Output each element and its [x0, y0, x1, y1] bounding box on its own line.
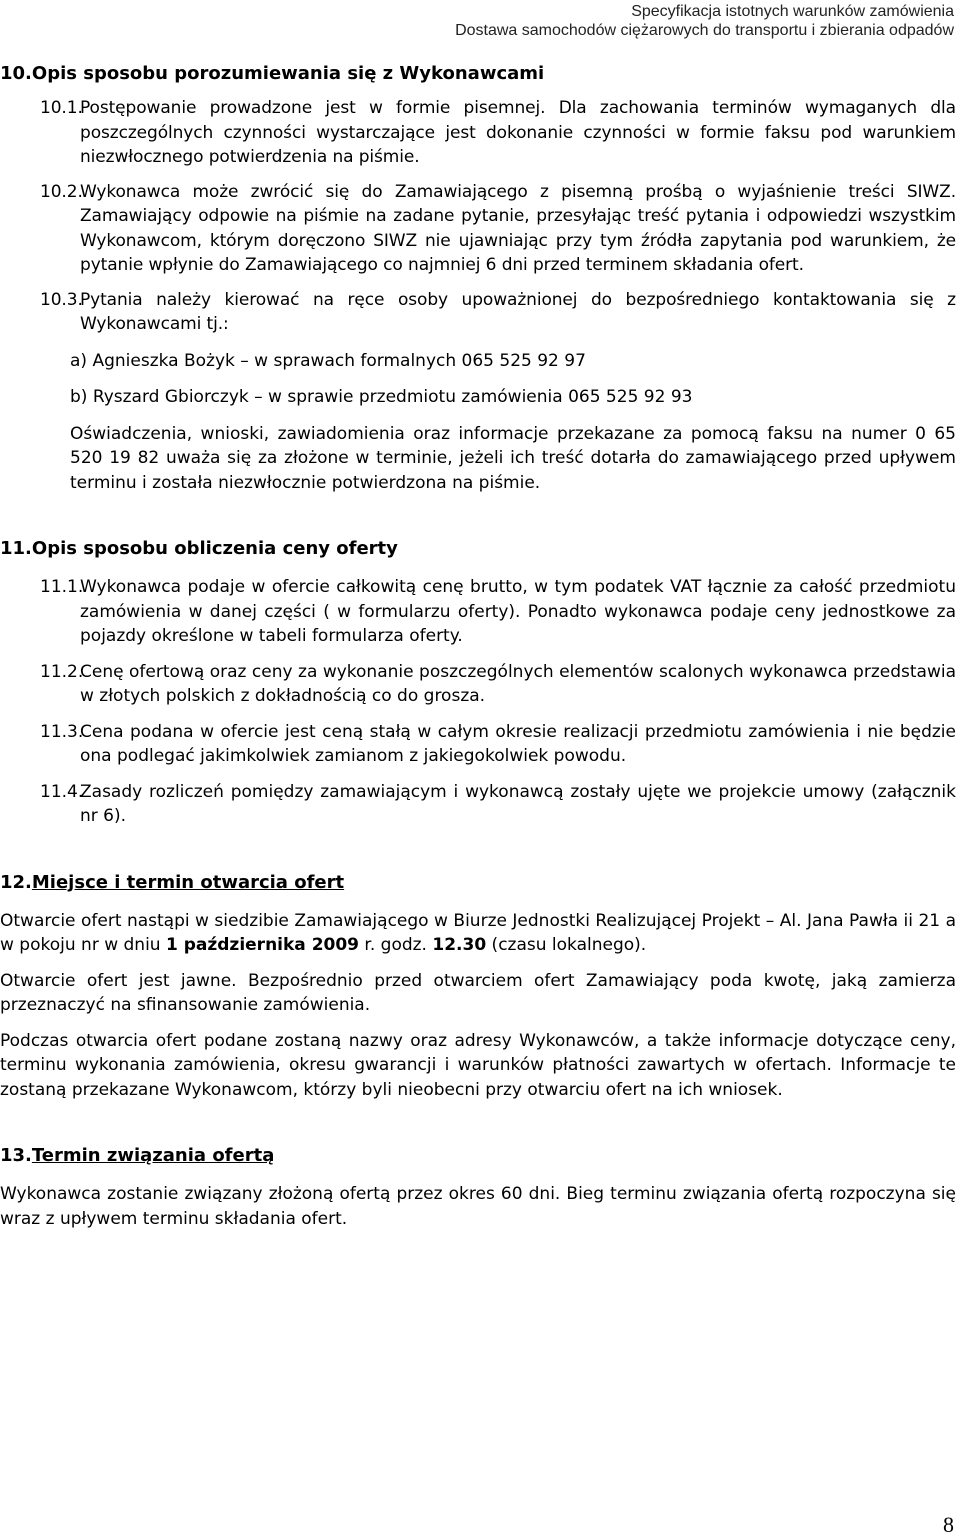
section-13-number: 13.: [0, 1145, 32, 1166]
section-13-heading: Termin związania ofertą: [31, 1145, 275, 1166]
document-header: [455, 2, 954, 40]
document-body: [0, 62, 960, 1231]
section-10-title: 10.Opis sposobu porozumiewania się z Wykonawcami: [0, 63, 545, 84]
item-11-4-text: Zasady rozliczeń pomiędzy zamawiającym i wykonawcą zostały ujęte we projekcie umowy (załącznik nr 6).: [80, 781, 956, 826]
opening-info-paragraph: Podczas otwarcia ofert podane zostaną nazwy oraz adresy Wykonawców, a także informacje dotyczące ceny, terminu wykonania zamówienia, okresu gwarancji i warunków płatności zawartych w ofertach. Informacje te zostaną przekazane Wykonawcom, którzy byli nieobecni przy otwarciu ofert na ich wniosek.: [0, 1030, 956, 1100]
item-11-1-text: Wykonawca podaje w ofercie całkowitą cenę brutto, w tym podatek VAT łącznie za całość przedmiotu zamówienia w danej części ( w formularzu oferty). Ponadto wykonawca podaje ceny jednostkowe za pojazdy określone w tabeli formularza oferty.: [80, 577, 956, 646]
contact-a: a) Agnieszka Bożyk – w sprawach formalnych 065 525 92 97: [70, 350, 586, 371]
item-10-1-number: 10.1.: [40, 98, 83, 118]
item-11-2-number: 11.2.: [40, 661, 84, 682]
item-11-4-number: 11.4.: [40, 781, 84, 802]
header-line-1: Specyfikacja istotnych warunków zamówienia: [631, 3, 954, 20]
item-10-3-text: Pytania należy kierować na ręce osoby upoważnionej do bezpośredniego kontaktowania się z Wykonawcami tj.:: [80, 289, 956, 334]
item-11-3-text: Cena podana w ofercie jest ceną stałą w całym okresie realizacji przedmiotu zamówienia i nie będzie ona podlegać jakimkolwiek zamianom z jakiegokolwiek powodu.: [80, 721, 956, 766]
item-11-1: [0, 575, 960, 649]
opening-text-c: (czasu lokalnego).: [486, 935, 647, 955]
contact-b: b) Ryszard Gbiorczyk – w sprawie przedmiotu zamówienia 065 525 92 93: [70, 387, 693, 407]
section-13-title: [0, 1144, 960, 1168]
opening-date: 1 października 2009: [165, 935, 360, 955]
section-12-heading: Miejsce i termin otwarcia ofert: [31, 871, 345, 893]
opening-text-a: Otwarcie ofert nastąpi w siedzibie Zamawiającego w Biurze Jednostki Realizującej Projekt – Al. Jana Pawła ii 21 a w pokoju nr w dniu: [0, 910, 956, 955]
opening-paragraph: [0, 909, 960, 958]
section-12-number: 12.: [0, 871, 32, 893]
opening-time: 12.30: [432, 935, 487, 955]
item-11-3: [0, 720, 960, 769]
item-11-2-text: Cenę ofertową oraz ceny za wykonanie poszczególnych elementów scalonych wykonawca przedstawia w złotych polskich z dokładnością co do grosza.: [80, 661, 956, 706]
binding-period-paragraph: Wykonawca zostanie związany złożoną ofertą przez okres 60 dni. Bieg terminu związania ofertą rozpoczyna się wraz z upływem terminu składania ofert.: [0, 1184, 956, 1229]
item-11-1-number: 11.1.: [40, 577, 84, 597]
section-11-title: 11.Opis sposobu obliczenia ceny oferty: [0, 538, 398, 559]
item-11-2: [0, 660, 960, 709]
item-10-3-number: 10.3.: [40, 289, 83, 310]
item-10-1: [0, 96, 960, 170]
section-12-title: [0, 871, 960, 895]
item-11-4: [0, 780, 960, 829]
header-line-2: Dostawa samochodów ciężarowych do transportu i zbierania odpadów: [455, 22, 954, 39]
item-10-2-number: 10.2.: [40, 181, 83, 202]
fax-paragraph: Oświadczenia, wnioski, zawiadomienia oraz informacje przekazane za pomocą faksu na numer 0 65 520 19 82 uważa się za złożone w terminie, jeżeli ich treść dotarła do zamawiającego przed upływem terminu i została niezwłocznie potwierdzona na piśmie.: [70, 423, 956, 493]
item-10-2-text: Wykonawca może zwrócić się do Zamawiającego z pisemną prośbą o wyjaśnienie treści SIWZ. Zamawiający odpowie na piśmie na zadane pytanie, przesyłając treść pytania i odpowiedzi wszystkim Wykonawcom, którym doręczono SIWZ nie ujawniając przy tym źródła zapytania pod warunkiem, że pytanie wpłynie do Zamawiającego co najmniej 6 dni przed terminem składania ofert.: [80, 181, 956, 275]
opening-text-b: r. godz.: [359, 935, 433, 955]
public-opening-paragraph: Otwarcie ofert jest jawne. Bezpośrednio przed otwarciem ofert Zamawiający poda kwotę, jaką zamierza przeznaczyć na sfinansowanie zamówienia.: [0, 970, 956, 1015]
page-number: 8: [943, 1512, 954, 1537]
item-10-2: [0, 180, 960, 278]
item-10-1-text: Postępowanie prowadzone jest w formie pisemnej. Dla zachowania terminów wymaganych dla poszczególnych czynności wystarczające jest dokonanie czynności w formie faksu pod warunkiem niezwłocznego potwierdzenia na piśmie.: [80, 98, 956, 167]
item-10-3: [0, 288, 960, 337]
item-11-3-number: 11.3.: [40, 721, 84, 742]
